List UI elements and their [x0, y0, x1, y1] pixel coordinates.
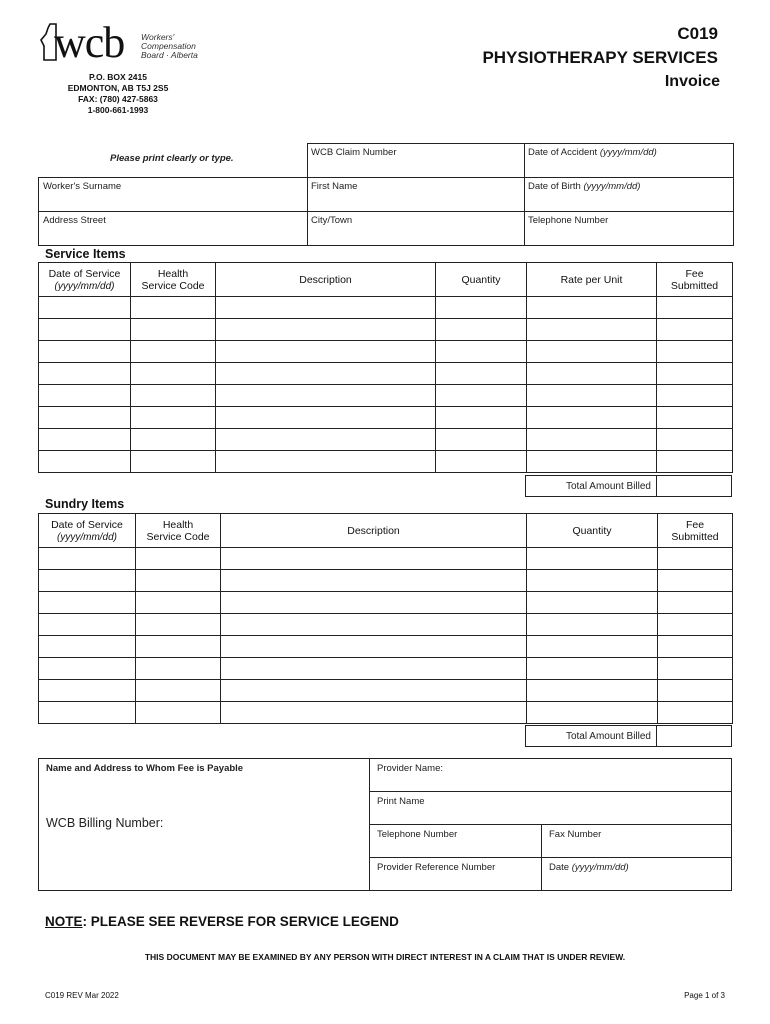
worker-surname-field[interactable] — [38, 177, 308, 212]
service-total-label: Total Amount Billed — [565, 481, 651, 492]
table-row[interactable] — [39, 680, 733, 702]
provider-reference-number-field[interactable] — [369, 857, 542, 891]
disclaimer-text: THIS DOCUMENT MAY BE EXAMINED BY ANY PERSON WITH DIRECT INTEREST IN A CLAIM THAT IS UNDER REVIEW. — [144, 952, 626, 962]
print-clearly-note: Please print clearly or type. — [110, 153, 234, 164]
table-row[interactable] — [39, 407, 733, 429]
print-name-field[interactable] — [369, 791, 732, 825]
sundry-total-amount-field[interactable] — [656, 725, 732, 747]
first-name-field[interactable] — [307, 177, 525, 212]
table-row[interactable] — [39, 363, 733, 385]
signature-date-field[interactable] — [541, 857, 732, 891]
form-subtitle: Invoice — [664, 73, 720, 90]
date-of-birth-field[interactable] — [524, 177, 734, 212]
table-row[interactable] — [39, 451, 733, 473]
fax-number-label: Fax Number — [549, 829, 602, 840]
provider-reference-number-label: Provider Reference Number — [377, 862, 496, 873]
sundry-items-table — [38, 513, 733, 724]
service-total-label-cell — [525, 475, 657, 497]
provider-telephone-label: Telephone Number — [377, 829, 458, 840]
provider-name-label: Provider Name: — [377, 763, 443, 774]
table-row[interactable] — [39, 658, 733, 680]
payee-label: Name and Address to Whom Fee is Payable — [46, 763, 244, 774]
wcb-claim-number-label: WCB Claim Number — [311, 147, 397, 158]
col-date-of-service: Date of Service (yyyy/mm/dd) — [39, 263, 131, 297]
worker-surname-label: Worker's Surname — [43, 181, 122, 192]
col-description: Description — [221, 514, 527, 548]
mailing-address: P.O. BOX 2415 EDMONTON, AB T5J 2S5 FAX: (780) 427-5863 1-800-661-1993 — [67, 72, 169, 115]
provider-telephone-field[interactable] — [369, 824, 542, 858]
col-date-of-service: Date of Service (yyyy/mm/dd) — [39, 514, 136, 548]
service-header-row — [39, 263, 733, 297]
col-quantity: Quantity — [527, 514, 658, 548]
telephone-number-field[interactable] — [524, 211, 734, 246]
logo-wordmark: wcb — [54, 18, 125, 67]
col-rate-per-unit: Rate per Unit — [527, 263, 657, 297]
first-name-label: First Name — [311, 181, 358, 192]
signature-date-label: Date (yyyy/mm/dd) — [549, 862, 629, 873]
wcb-claim-number-field[interactable] — [307, 143, 525, 178]
table-row[interactable] — [39, 341, 733, 363]
date-of-accident-field[interactable] — [524, 143, 734, 178]
col-fee-submitted: Fee Submitted — [658, 514, 733, 548]
table-row[interactable] — [39, 570, 733, 592]
table-row[interactable] — [39, 702, 733, 724]
service-legend-note: NOTE: PLEASE SEE REVERSE FOR SERVICE LEGEND — [45, 914, 399, 929]
col-health-service-code: Health Service Code — [136, 514, 221, 548]
table-row[interactable] — [39, 592, 733, 614]
table-row[interactable] — [39, 548, 733, 570]
table-row[interactable] — [39, 429, 733, 451]
wcb-logo — [40, 20, 210, 70]
sundry-total-label-cell — [525, 725, 657, 747]
city-town-label: City/Town — [311, 215, 353, 226]
table-row[interactable] — [39, 319, 733, 341]
service-items-title: Service Items — [45, 247, 126, 261]
form-code: C019 — [677, 24, 718, 43]
form-title: PHYSIOTHERAPY SERVICES — [482, 48, 718, 67]
wcb-billing-number-label: WCB Billing Number: — [46, 816, 164, 830]
date-of-accident-label: Date of Accident (yyyy/mm/dd) — [528, 147, 657, 158]
sundry-items-title: Sundry Items — [45, 497, 125, 511]
telephone-number-label: Telephone Number — [528, 215, 609, 226]
page-number: Page 1 of 3 — [684, 991, 725, 1000]
sundry-total-label: Total Amount Billed — [565, 731, 651, 742]
payee-box[interactable] — [38, 758, 370, 891]
col-fee-submitted: Fee Submitted — [657, 263, 733, 297]
table-row[interactable] — [39, 636, 733, 658]
logo-subtitle: Workers' Compensation Board · Alberta — [141, 32, 198, 60]
form-revision: C019 REV Mar 2022 — [45, 991, 119, 1000]
print-name-label: Print Name — [377, 796, 425, 807]
table-row[interactable] — [39, 614, 733, 636]
fax-number-field[interactable] — [541, 824, 732, 858]
date-of-birth-label: Date of Birth (yyyy/mm/dd) — [528, 181, 641, 192]
service-items-table — [38, 262, 733, 473]
col-health-service-code: Health Service Code — [131, 263, 216, 297]
col-quantity: Quantity — [436, 263, 527, 297]
table-row[interactable] — [39, 385, 733, 407]
provider-name-field[interactable] — [369, 758, 732, 792]
service-total-amount-field[interactable] — [656, 475, 732, 497]
sundry-header-row — [39, 514, 733, 548]
col-description: Description — [216, 263, 436, 297]
address-street-label: Address Street — [43, 215, 106, 226]
address-street-field[interactable] — [38, 211, 308, 246]
table-row[interactable] — [39, 297, 733, 319]
city-town-field[interactable] — [307, 211, 525, 246]
